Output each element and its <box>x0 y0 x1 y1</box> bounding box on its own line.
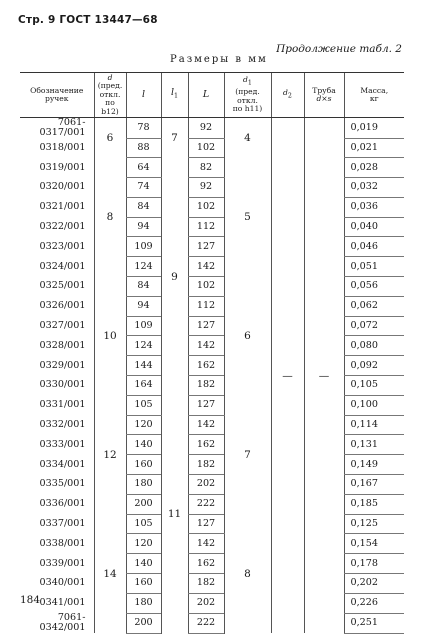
cell-l: 144 <box>126 356 161 376</box>
cell-mass: 0,185 <box>344 494 404 514</box>
table-row <box>20 178 404 198</box>
cell-L: 127 <box>188 395 224 415</box>
col-d1-line: (пред. <box>235 87 260 97</box>
cell-mass: 0,114 <box>344 415 404 435</box>
cell-L: 102 <box>188 277 224 297</box>
cell-l: 140 <box>126 435 161 455</box>
cell-L: 92 <box>188 178 224 198</box>
col-l <box>126 73 161 118</box>
cell-designation: 0330/001 <box>39 379 86 391</box>
table-row <box>20 336 404 356</box>
cell-designation: 0332/001 <box>39 419 86 431</box>
cell-mass: 0,167 <box>344 475 404 495</box>
cell-d2: — <box>271 118 304 634</box>
col-d1-symbol: d <box>243 75 248 85</box>
cell-L: 182 <box>188 574 224 594</box>
cell-mass: 0,062 <box>344 296 404 316</box>
cell-mass: 0,125 <box>344 514 404 534</box>
cell-L: 142 <box>188 534 224 554</box>
cell-mass: 0,019 <box>344 118 404 139</box>
table-row <box>20 356 404 376</box>
cell-designation: 0329/001 <box>39 359 86 371</box>
col-mass <box>344 73 404 118</box>
col-d-symbol: d <box>107 72 113 82</box>
cell-l: 105 <box>126 514 161 534</box>
table-row <box>20 435 404 455</box>
cell-l: 140 <box>126 554 161 574</box>
table-row <box>20 257 404 277</box>
table-body <box>20 118 404 634</box>
cell-mass: 0,051 <box>344 257 404 277</box>
col-designation-line: Обозначение <box>30 85 84 95</box>
cell-l: 74 <box>126 178 161 198</box>
cell-mass: 0,149 <box>344 455 404 475</box>
cell-designation: 0340/001 <box>39 577 86 589</box>
table-row <box>20 514 404 534</box>
cell-l: 124 <box>126 336 161 356</box>
cell-designation: 0322/001 <box>39 221 86 233</box>
col-d-line: по <box>105 98 115 108</box>
cell-l: 164 <box>126 376 161 396</box>
table-row <box>20 296 404 316</box>
cell-mass: 0,092 <box>344 356 404 376</box>
cell-L: 142 <box>188 257 224 277</box>
col-tube-symbol: d×s <box>316 94 332 103</box>
table-row <box>20 217 404 237</box>
page-number: 184 <box>20 594 41 606</box>
col-tube <box>304 73 344 118</box>
table-row <box>20 534 404 554</box>
table-row <box>20 158 404 178</box>
cell-mass: 0,080 <box>344 336 404 356</box>
cell-designation: 7061-0342/001 <box>39 612 86 634</box>
cell-L: 182 <box>188 376 224 396</box>
col-designation-line: ручек <box>44 94 69 103</box>
col-l1-subscript: 1 <box>174 92 179 100</box>
cell-mass: 0,100 <box>344 395 404 415</box>
table-row <box>20 574 404 594</box>
cell-mass: 0,202 <box>344 574 404 594</box>
cell-L: 92 <box>188 118 224 139</box>
cell-l: 160 <box>126 455 161 475</box>
cell-L: 162 <box>188 356 224 376</box>
cell-tube: — <box>304 118 344 634</box>
col-tube-line: Труба <box>312 85 336 95</box>
cell-l: 180 <box>126 475 161 495</box>
cell-d: 14 <box>94 514 126 633</box>
cell-designation: 0341/001 <box>39 597 86 609</box>
table-row <box>20 197 404 217</box>
cell-mass: 0,036 <box>344 197 404 217</box>
cell-L: 112 <box>188 296 224 316</box>
cell-designation: 0335/001 <box>39 478 86 490</box>
cell-l: 94 <box>126 217 161 237</box>
cell-designation: 0328/001 <box>39 339 86 351</box>
cell-mass: 0,028 <box>344 158 404 178</box>
cell-designation: 0327/001 <box>39 320 86 332</box>
col-mass-line: Масса, <box>360 85 389 95</box>
units-caption: Размеры в мм <box>170 54 268 65</box>
cell-mass: 0,131 <box>344 435 404 455</box>
cell-d: 8 <box>94 158 126 277</box>
col-d <box>94 73 126 118</box>
cell-d: 12 <box>94 395 126 514</box>
cell-l1: 11 <box>161 395 188 633</box>
table-row <box>20 494 404 514</box>
col-l1 <box>161 73 188 118</box>
cell-d: 10 <box>94 277 126 396</box>
col-designation <box>20 73 94 118</box>
cell-designation: 0320/001 <box>39 181 86 193</box>
table-continuation-caption: Продолжение табл. 2 <box>276 43 402 55</box>
cell-designation: 0325/001 <box>39 280 86 292</box>
table-row <box>20 316 404 336</box>
cell-l: 64 <box>126 158 161 178</box>
cell-l: 84 <box>126 197 161 217</box>
cell-L: 112 <box>188 217 224 237</box>
cell-l: 78 <box>126 118 161 139</box>
cell-L: 82 <box>188 158 224 178</box>
cell-L: 222 <box>188 494 224 514</box>
cell-mass: 0,251 <box>344 613 404 633</box>
cell-d1: 7 <box>224 395 271 514</box>
table-row <box>20 593 404 613</box>
cell-designation: 7061-0317/001 <box>39 117 86 138</box>
table-row <box>20 138 404 158</box>
col-d1-line: откл. <box>237 95 258 105</box>
cell-L: 127 <box>188 514 224 534</box>
col-L-symbol: L <box>202 88 210 100</box>
table-row <box>20 613 404 633</box>
table-row <box>20 475 404 495</box>
cell-l: 84 <box>126 277 161 297</box>
cell-designation: 0331/001 <box>39 399 86 411</box>
col-d2-symbol: d <box>283 88 288 98</box>
cell-d1: 8 <box>224 514 271 633</box>
cell-designation: 0318/001 <box>39 141 86 153</box>
col-d2 <box>271 73 304 118</box>
cell-mass: 0,046 <box>344 237 404 257</box>
page-header: Стр. 9 ГОСТ 13447—68 <box>18 14 158 26</box>
cell-designation: 0333/001 <box>39 438 86 450</box>
cell-mass: 0,021 <box>344 138 404 158</box>
col-d2-subscript: 2 <box>287 92 292 100</box>
table-row <box>20 277 404 297</box>
cell-mass: 0,056 <box>344 277 404 297</box>
dimensions-table <box>20 72 404 634</box>
table-row <box>20 554 404 574</box>
table-row <box>20 237 404 257</box>
cell-l: 94 <box>126 296 161 316</box>
cell-d1: 5 <box>224 158 271 277</box>
table-row <box>20 415 404 435</box>
table-row <box>20 118 404 139</box>
cell-designation: 0334/001 <box>39 458 86 470</box>
cell-d1: 4 <box>224 118 271 158</box>
cell-designation: 0324/001 <box>39 260 86 272</box>
cell-designation: 0321/001 <box>39 201 86 213</box>
col-d1 <box>224 73 271 118</box>
cell-L: 102 <box>188 197 224 217</box>
cell-L: 162 <box>188 554 224 574</box>
cell-L: 202 <box>188 593 224 613</box>
cell-L: 162 <box>188 435 224 455</box>
cell-l: 180 <box>126 593 161 613</box>
cell-L: 142 <box>188 415 224 435</box>
cell-designation: 0323/001 <box>39 240 86 252</box>
cell-L: 102 <box>188 138 224 158</box>
col-d1-line: по h11) <box>232 104 263 114</box>
cell-designation: 0338/001 <box>39 537 86 549</box>
cell-mass: 0,032 <box>344 178 404 198</box>
cell-mass: 0,040 <box>344 217 404 237</box>
cell-l: 109 <box>126 237 161 257</box>
cell-designation: 0339/001 <box>39 557 86 569</box>
cell-L: 142 <box>188 336 224 356</box>
cell-mass: 0,072 <box>344 316 404 336</box>
cell-l1: 7 <box>161 118 188 158</box>
col-mass-line: кг <box>369 94 379 103</box>
col-d-line: откл. <box>99 89 121 99</box>
cell-l: 124 <box>126 257 161 277</box>
cell-d: 6 <box>94 118 126 158</box>
col-l-symbol: l <box>141 88 146 100</box>
cell-mass: 0,154 <box>344 534 404 554</box>
col-d1-subscript: 1 <box>247 79 252 87</box>
cell-L: 222 <box>188 613 224 633</box>
cell-l: 200 <box>126 494 161 514</box>
cell-d1: 6 <box>224 277 271 396</box>
cell-L: 202 <box>188 475 224 495</box>
cell-L: 127 <box>188 237 224 257</box>
cell-l: 120 <box>126 415 161 435</box>
cell-l: 105 <box>126 395 161 415</box>
col-l1-symbol: l <box>170 87 174 99</box>
table-row <box>20 395 404 415</box>
table-row <box>20 455 404 475</box>
cell-l1: 9 <box>161 158 188 396</box>
cell-mass: 0,226 <box>344 593 404 613</box>
col-d-line: b12) <box>101 106 119 116</box>
cell-l: 160 <box>126 574 161 594</box>
cell-l: 120 <box>126 534 161 554</box>
cell-designation: 0319/001 <box>39 161 86 173</box>
cell-mass: 0,178 <box>344 554 404 574</box>
table-row <box>20 376 404 396</box>
cell-designation: 0326/001 <box>39 300 86 312</box>
col-L <box>188 73 224 118</box>
cell-mass: 0,105 <box>344 376 404 396</box>
cell-L: 182 <box>188 455 224 475</box>
cell-l: 88 <box>126 138 161 158</box>
cell-l: 200 <box>126 613 161 633</box>
cell-l: 109 <box>126 316 161 336</box>
cell-designation: 0336/001 <box>39 498 86 510</box>
cell-designation: 0337/001 <box>39 518 86 530</box>
cell-L: 127 <box>188 316 224 336</box>
table-header-row <box>20 73 404 118</box>
col-d-line: (пред. <box>97 81 123 91</box>
